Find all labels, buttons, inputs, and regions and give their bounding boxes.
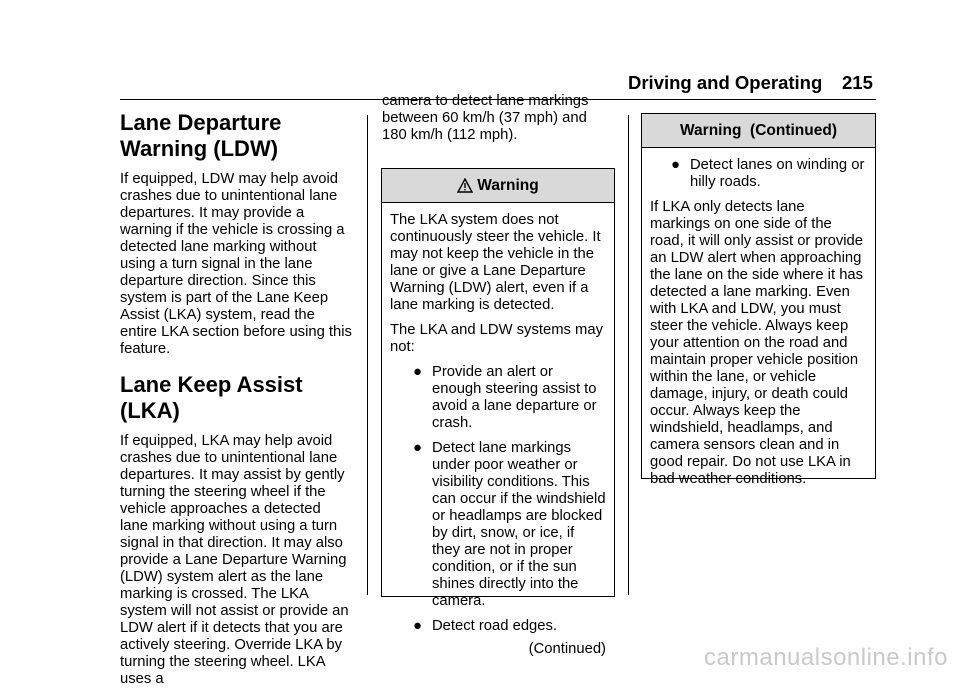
warning-box-header <box>382 169 614 203</box>
warning-icon <box>457 178 473 193</box>
column-divider-2 <box>628 115 629 595</box>
warning-para-2: The LKA and LDW systems may not: <box>390 322 603 355</box>
warning-continued-box <box>641 113 876 487</box>
warning-continued-para: If LKA only detects lane markings on one side of the road, it will only assist or provide an LDW alert when approaching the lane on the side where it has detected a lane marking. Even with LKA and LDW, you must steer the vehicle. Always keep your attention on the road and maintain proper vehicle position within the lane, or vehicle damage, injury, or death could occur. Always keep the windshield, headlamps, and camera sensors clean and in good repair. Do not use LKA in bad weather conditions. <box>650 199 864 487</box>
column-divider-1 <box>367 115 368 595</box>
continued-label: (Continued) <box>528 641 606 657</box>
warning-continued-title: Warning (Continued) <box>680 122 837 139</box>
warning-bullet <box>650 157 867 191</box>
bullet-dot: ● <box>671 157 680 173</box>
bullet-dot: ● <box>413 364 422 380</box>
page-number: 215 <box>842 72 873 93</box>
lka-body: If equipped, LKA may help avoid crashes due to unintentional lane departures. It may assist by gently turning the steering wheel if the vehicle approaches a detected lane marking without using a turn signal in that direction. It may also provide a Lane Departure Warning (LDW) system alert as the lane marking is crossed. The LKA system will not assist or provide an LDW alert if it detects that you are actively steering. Override LKA by turning the steering wheel. LKA uses a <box>120 433 349 687</box>
warning-box <box>381 168 615 657</box>
lka-heading: Lane Keep Assist (LKA) <box>120 372 303 423</box>
bullet-text: Provide an alert or enough steering assist to avoid a lane departure or crash. <box>432 364 597 431</box>
warning-box-title: Warning <box>477 177 539 194</box>
warning-continued-header <box>642 114 875 148</box>
watermark: carmanualsonline.info <box>704 644 948 671</box>
ldw-body: If equipped, LDW may help avoid crashes due to unintentional lane departures. It may provide a warning if the vehicle is crossing a detected lane marking without using a turn signal in the lane departure direction. Since this system is part of the Lane Keep Assist (LKA) system, read the entire LKA section before using this feature. <box>120 171 352 357</box>
lka-body-continued: camera to detect lane markings between 60 km/h (37 mph) and 180 km/h (112 mph). <box>382 93 589 143</box>
warning-continued-body <box>642 148 875 488</box>
warning-box-body <box>382 203 614 658</box>
bullet-dot: ● <box>413 618 422 634</box>
ldw-heading <box>120 110 352 162</box>
bullet-dot: ● <box>413 440 422 456</box>
page-header-title: Driving and Operating <box>628 72 823 93</box>
warning-bullet <box>390 364 606 432</box>
bullet-text: Detect lane markings under poor weather or visibility conditions. This can occur if the windshield or headlamps are blocked by dirt, snow, or ice, if they are not in proper condition, or if the sun shines directly into the camera. <box>432 440 606 609</box>
warning-bullet <box>390 440 606 610</box>
warning-bullet <box>390 618 606 635</box>
column-1 <box>120 110 352 698</box>
bullet-text: Detect road edges. <box>432 618 558 634</box>
warning-para-1: The LKA system does not continuously steer the vehicle. It may not keep the vehicle in the lane or give a Lane Departure Warning (LDW) alert, even if a lane marking is detected. <box>390 212 601 313</box>
column-2 <box>382 93 614 154</box>
bullet-text: Detect lanes on winding or hilly roads. <box>690 157 865 190</box>
ldw-heading-line1: Lane Departure <box>120 110 282 135</box>
ldw-heading-line2: Warning (LDW) <box>120 136 279 161</box>
